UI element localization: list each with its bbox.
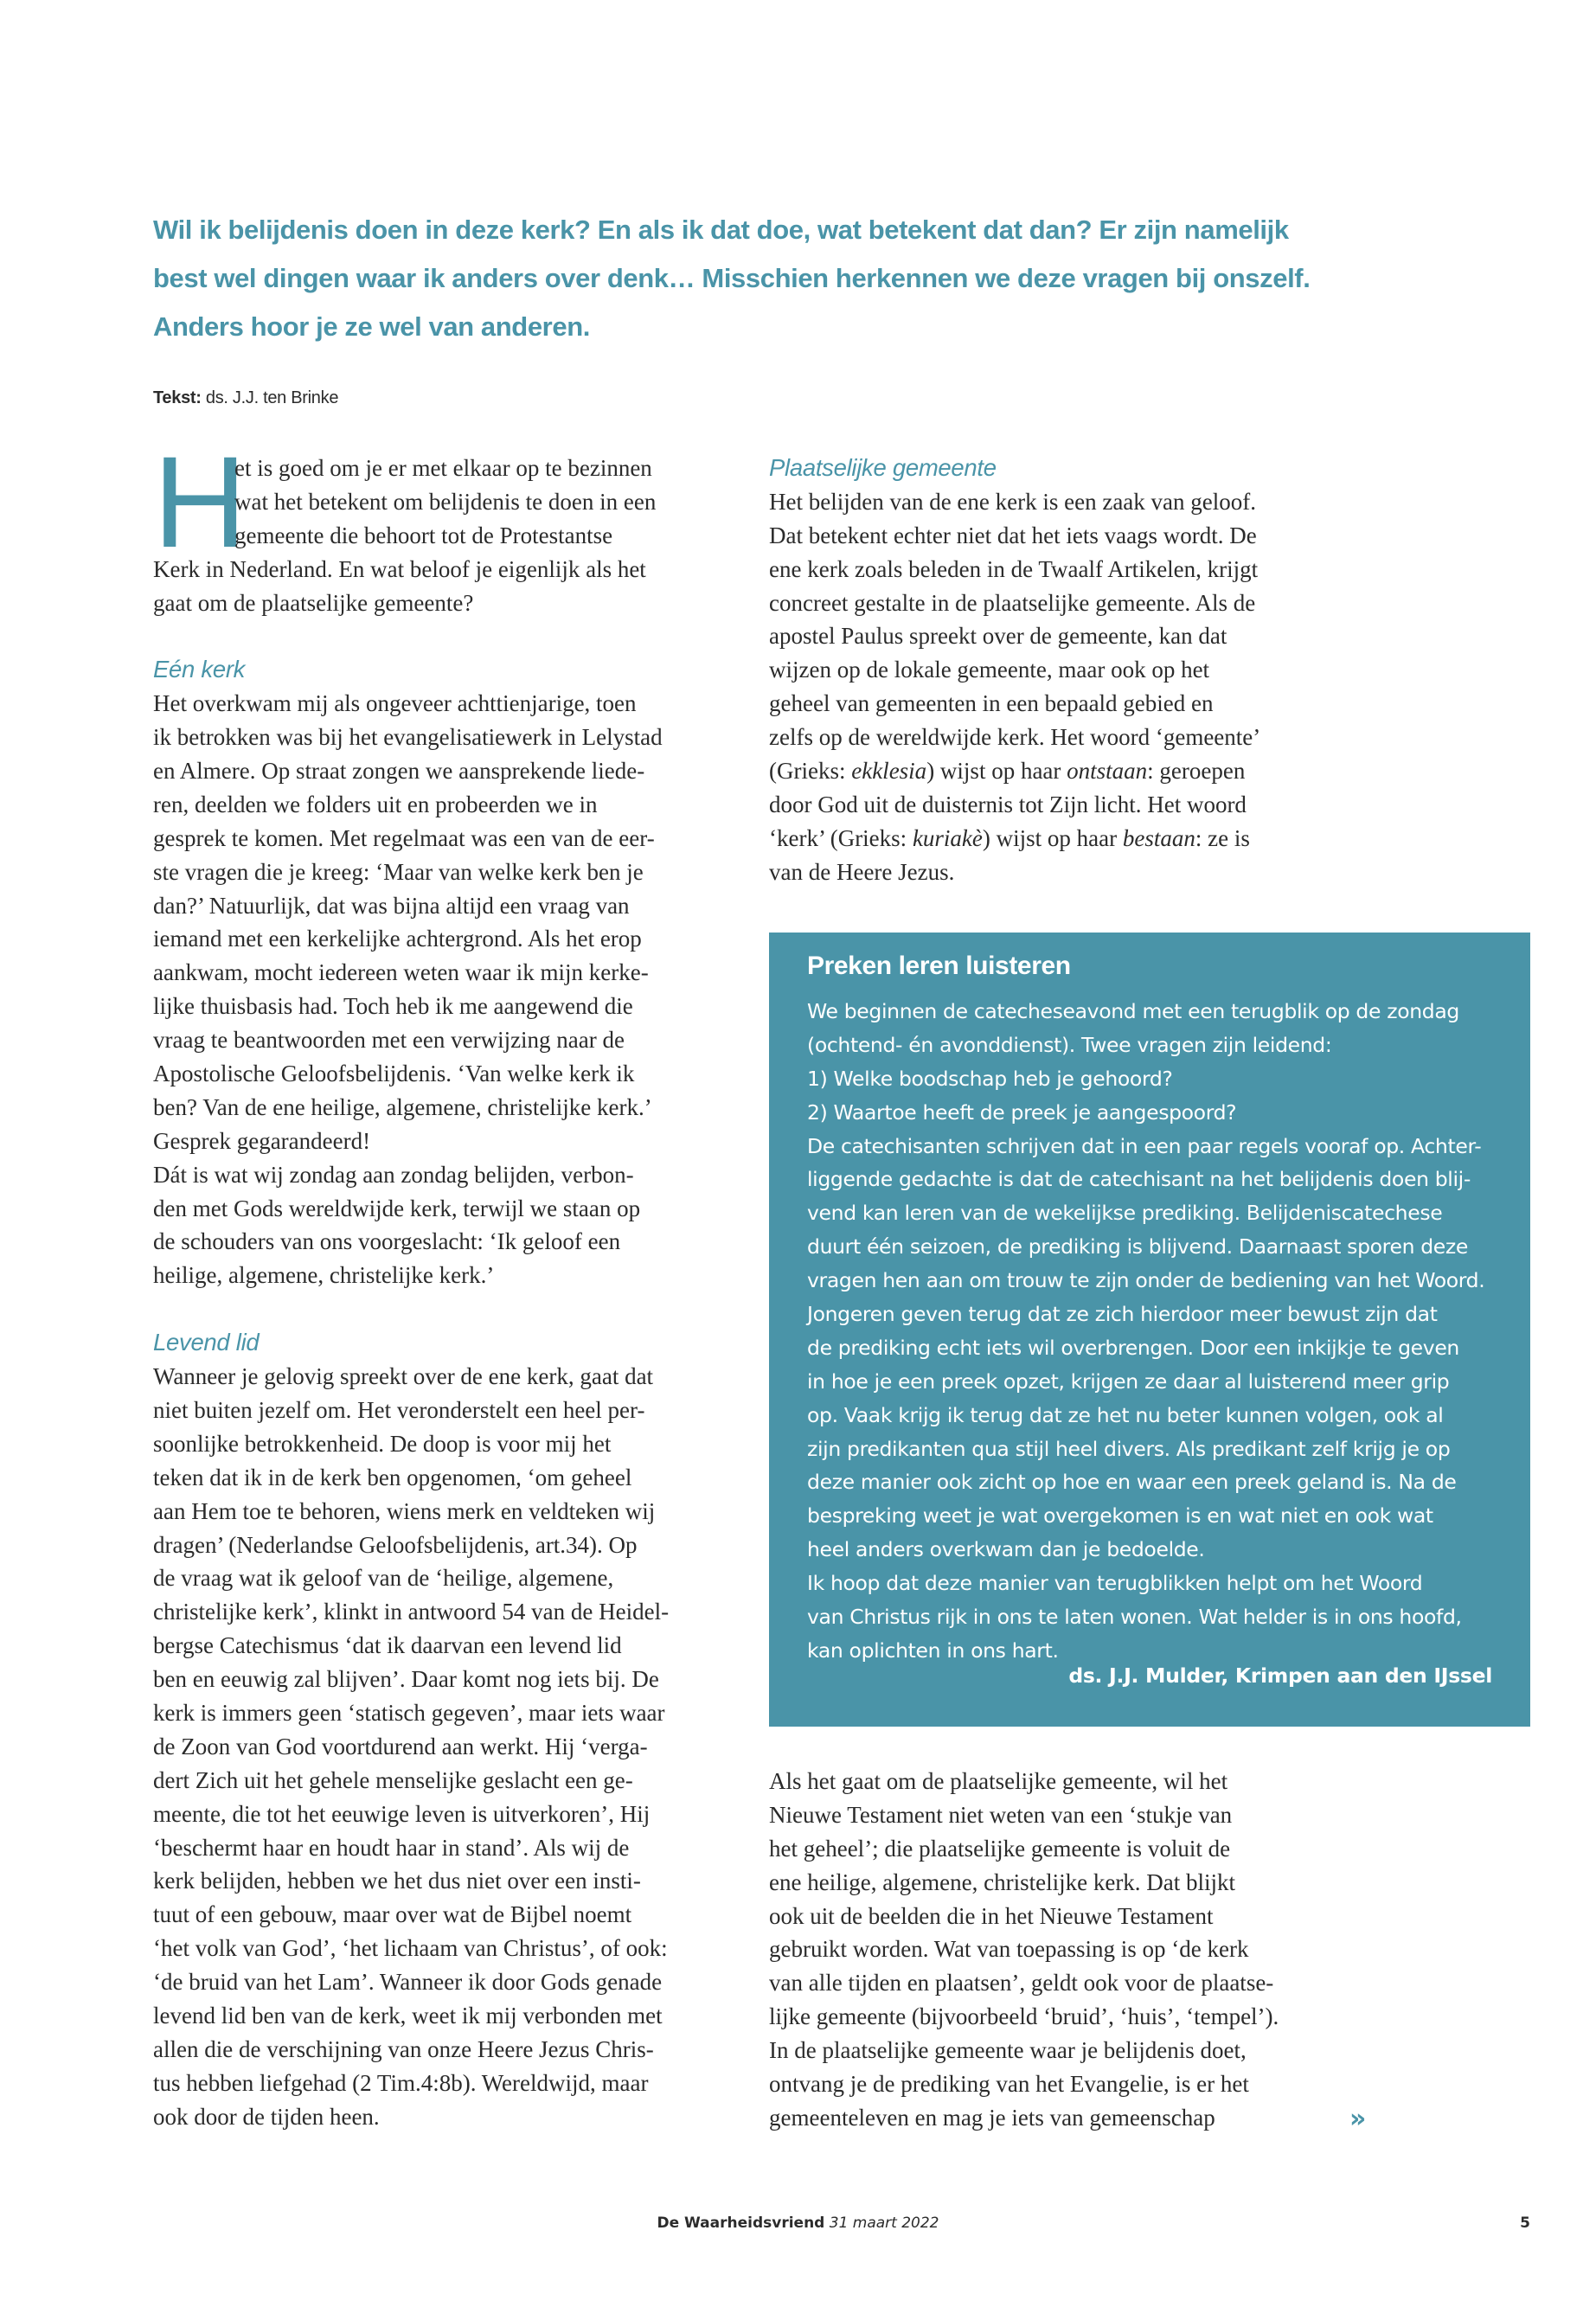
text-line: ‘beschermt haar en houdt haar in stand’. Als wij de xyxy=(153,1834,630,1861)
text-line: meente, die tot het eeuwige leven is uitverkoren’, Hij xyxy=(153,1800,651,1827)
text-line: de vraag wat ik geloof van de ‘heilige, algemene, xyxy=(153,1565,614,1592)
box-line: bespreking weet je wat overgekomen is en wat niet en ook wat xyxy=(807,1503,1433,1529)
text-line: Het overkwam mij als ongeveer achttienjarige, toen xyxy=(153,690,637,717)
text-line: gemeente die behoort tot de Protestantse xyxy=(234,522,613,548)
box-line: deze manier ook zicht op hoe en waar een preek geland is. Na de xyxy=(807,1470,1457,1495)
text-line: Apostolische Geloofsbelijdenis. ‘Van welke kerk ik xyxy=(153,1061,635,1087)
text-line: ‘de bruid van het Lam’. Wanneer ik door Gods genade xyxy=(153,1969,663,1996)
page-number: 5 xyxy=(1520,2214,1530,2232)
text-line: ik betrokken was bij het evangelisatiewerk in Lelystad xyxy=(153,724,663,751)
text-line: den met Gods wereldwijde kerk, terwijl we staan op xyxy=(153,1195,641,1221)
box-line: De catechisanten schrijven dat in een paar regels vooraf op. Achter- xyxy=(807,1133,1482,1158)
text-line: gesprek te komen. Met regelmaat was een van de eer- xyxy=(153,824,655,851)
box-line: vend kan leren van de wekelijkse prediking. Belijdeniscatechese xyxy=(807,1201,1443,1226)
box-line: in hoe je een preek opzet, krijgen ze daar al luisterend meer grip xyxy=(807,1368,1450,1394)
box-line: op. Vaak krijg ik terug dat ze het nu beter kunnen volgen, ook al xyxy=(807,1402,1444,1427)
text-line: heilige, algemene, christelijke kerk.’ xyxy=(153,1262,495,1289)
text-line: apostel Paulus spreekt over de gemeente, kan dat xyxy=(769,623,1227,650)
box-line: 2) Waartoe heeft de preek je aangespoord? xyxy=(807,1099,1237,1125)
byline xyxy=(153,388,338,408)
box-line: We beginnen de catecheseavond met een terugblik op de zondag xyxy=(807,999,1459,1023)
text-line: gebruikt worden. Wat van toepassing is op ‘de kerk xyxy=(769,1936,1249,1963)
magazine-name: De Waarheidsvriend xyxy=(657,2214,825,2232)
text-line: concreet gestalte in de plaatselijke gemeente. Als de xyxy=(769,589,1256,616)
box-line: Jongeren geven terug dat ze zich hierdoor meer bewust zijn dat xyxy=(807,1302,1438,1327)
text-line: kerk is immers geen ‘statisch gegeven’, maar iets waar xyxy=(153,1699,665,1726)
text-line: iemand met een kerkelijke achtergrond. Als het erop xyxy=(153,926,642,952)
text-line: kerk belijden, hebben we het dus niet over een insti- xyxy=(153,1868,641,1894)
text-line: christelijke kerk’, klinkt in antwoord 54 van de Heidel- xyxy=(153,1599,670,1625)
text-line: van alle tijden en plaatsen’, geldt ook voor de plaatse- xyxy=(769,1970,1274,1997)
right-column-bottom xyxy=(769,1765,1530,2135)
box-line: vragen hen aan om trouw te zijn onder de bediening van het Woord. xyxy=(807,1268,1485,1293)
subheading-plaatselijke-gemeente: Plaatselijke gemeente xyxy=(769,454,997,481)
text-line: door God uit de duisternis tot Zijn licht. Het woord xyxy=(769,791,1247,817)
text-line: levend lid ben van de kerk, weet ik mij verbonden met xyxy=(153,2002,663,2029)
box-line: duurt één seizoen, de prediking is blijvend. Daarnaast sporen deze xyxy=(807,1234,1469,1259)
text-line: geheel van gemeenten in een bepaald gebied en xyxy=(769,690,1214,717)
text-line: aankwam, mocht iedereen weten waar ik mijn kerke- xyxy=(153,959,649,986)
text-line-kuriake: ‘kerk’ (Grieks: kuriakè) wijst op haar bestaan: ze is xyxy=(769,824,1250,851)
text-line: de schouders van ons voorgeslacht: ‘Ik geloof een xyxy=(153,1228,621,1255)
text-line: ste vragen die je kreeg: ‘Maar van welke kerk ben je xyxy=(153,858,644,885)
text-line: het geheel’; die plaatselijke gemeente is voluit de xyxy=(769,1835,1231,1862)
text-line: ren, deelden we folders uit en probeerden we in xyxy=(153,791,598,817)
byline-author: ds. J.J. ten Brinke xyxy=(201,388,339,407)
text-line: Dat betekent echter niet dat het iets vaags wordt. De xyxy=(769,522,1257,548)
box-line: heel anders overkwam dan je bedoelde. xyxy=(807,1537,1205,1562)
text-line: ben? Van de ene heilige, algemene, christelijke kerk.’ xyxy=(153,1093,652,1120)
paragraph-gap xyxy=(153,619,741,653)
text-line: gaat om de plaatselijke gemeente? xyxy=(153,589,474,616)
text-line: Dát is wat wij zondag aan zondag belijden, verbon- xyxy=(153,1161,634,1188)
text-line: dragen’ (Nederlandse Geloofsbelijdenis, art.34). Op xyxy=(153,1531,638,1558)
text-line: en Almere. Op straat zongen we aansprekende liede- xyxy=(153,758,645,785)
text-line: Gesprek gegarandeerd! xyxy=(153,1127,371,1154)
text-line: bergse Catechismus ‘dat ik daarvan een levend lid xyxy=(153,1632,622,1659)
text-line: allen die de verschijning van onze Heere Jezus Chris- xyxy=(153,2035,654,2062)
text-line: dan?’ Natuurlijk, dat was bijna altijd een vraag van xyxy=(153,892,630,919)
intro-lead xyxy=(153,206,1330,351)
box-line: 1) Welke boodschap heb je gehoord? xyxy=(807,1066,1173,1091)
text-line: Nieuwe Testament niet weten van een ‘stukje van xyxy=(769,1801,1233,1828)
box-line: de prediking echt iets wil overbrengen. Door een inkijkje te geven xyxy=(807,1335,1459,1360)
text-line: Wanneer je gelovig spreekt over de ene kerk, gaat dat xyxy=(153,1363,654,1390)
text-line: ene heilige, algemene, christelijke kerk. Dat blijkt xyxy=(769,1868,1236,1895)
text-line-ekklesia: (Grieks: ekklesia) wijst op haar ontstaan: geroepen xyxy=(769,758,1246,785)
intro-line: Wil ik belijdenis doen in deze kerk? En als ik dat doe, wat betekent dat dan? Er zijn namelijk xyxy=(153,215,1289,245)
text-line: aan Hem toe te behoren, wiens merk en veldteken wij xyxy=(153,1497,656,1524)
text-line: lijke thuisbasis had. Toch heb ik me aangewend die xyxy=(153,993,633,1020)
box-body xyxy=(807,995,1484,1668)
text-line: In de plaatselijke gemeente waar je belijdenis doet, xyxy=(769,2037,1247,2064)
text-line: ook door de tijden heen. xyxy=(153,2103,380,2130)
text-line: gemeenteleven en mag je iets van gemeenschap xyxy=(769,2104,1215,2131)
drop-cap: H xyxy=(153,429,247,574)
text-line: tus hebben liefgehad (2 Tim.4:8b). Wereldwijd, maar xyxy=(153,2069,649,2096)
text-line: wat het betekent om belijdenis te doen in een xyxy=(234,488,657,515)
box-title: Preken leren luisteren xyxy=(807,952,1071,980)
text-line: ontvang je de prediking van het Evangelie, is er het xyxy=(769,2071,1249,2098)
text-line: de Zoon van God voortdurend aan werkt. Hij ‘verga- xyxy=(153,1733,648,1759)
text-line: ene kerk zoals beleden in de Twaalf Artikelen, krijgt xyxy=(769,555,1259,582)
text-line: vraag te beantwoorden met een verwijzing naar de xyxy=(153,1027,625,1054)
text-line: Als het gaat om de plaatselijke gemeente, wil het xyxy=(769,1768,1228,1794)
box-line: liggende gedachte is dat de catechisant na het belijdenis doen blij- xyxy=(807,1167,1471,1192)
text-line: niet buiten jezelf om. Het veronderstelt een heel per- xyxy=(153,1396,645,1423)
text-line: lijke gemeente (bijvoorbeeld ‘bruid’, ‘huis’, ‘tempel’). xyxy=(769,2003,1279,2030)
text-line: dert Zich uit het gehele menselijke geslacht een ge- xyxy=(153,1766,633,1793)
text-line: ben en eeuwig zal blijven’. Daar komt nog iets bij. De xyxy=(153,1666,659,1693)
box-line: van Christus rijk in ons te laten wonen. Wat helder is in ons hoofd, xyxy=(807,1605,1462,1630)
text-line: ook uit de beelden die in het Nieuwe Testament xyxy=(769,1902,1214,1929)
box-line: kan oplichten in ons hart. xyxy=(807,1638,1059,1663)
subheading-een-kerk: Eén kerk xyxy=(153,656,246,683)
box-signature: ds. J.J. Mulder, Krimpen aan den IJssel xyxy=(1068,1663,1492,1688)
text-line: zelfs op de wereldwijde kerk. Het woord ‘gemeente’ xyxy=(769,724,1261,751)
paragraph-gap xyxy=(153,1292,741,1326)
subheading-levend-lid: Levend lid xyxy=(153,1329,260,1356)
box-line: zijn predikanten qua stijl heel divers. Als predikant zelf krijg je op xyxy=(807,1436,1451,1461)
issue-date: 31 maart 2022 xyxy=(829,2214,939,2232)
intro-line: best wel dingen waar ik anders over denk… Misschien herkennen we deze vragen bij onszelf. xyxy=(153,263,1311,293)
left-column xyxy=(153,429,741,2134)
text-line: Het belijden van de ene kerk is een zaak van geloof. xyxy=(769,488,1257,515)
text-line: teken dat ik in de kerk ben opgenomen, ‘om geheel xyxy=(153,1464,632,1490)
text-line: tuut of een gebouw, maar over wat de Bijbel noemt xyxy=(153,1901,632,1928)
text-line: Kerk in Nederland. En wat beloof je eigenlijk als het xyxy=(153,555,646,582)
box-line: (ochtend- én avonddienst). Twee vragen zijn leidend: xyxy=(807,1032,1332,1057)
continue-arrow-icon: » xyxy=(1349,2104,1367,2134)
text-line: soonlijke betrokkenheid. De doop is voor mij het xyxy=(153,1430,612,1457)
text-line: van de Heere Jezus. xyxy=(769,858,955,885)
sidebar-box xyxy=(769,933,1530,1727)
text-line: ‘het volk van God’, ‘het lichaam van Christus’, of ook: xyxy=(153,1935,668,1962)
byline-label: Tekst: xyxy=(153,388,202,407)
page-footer xyxy=(0,2214,1596,2232)
intro-line: Anders hoor je ze wel van anderen. xyxy=(153,311,590,342)
text-line: et is goed om je er met elkaar op te bezinnen xyxy=(234,455,652,481)
box-line: Ik hoop dat deze manier van terugblikken helpt om het Woord xyxy=(807,1571,1423,1596)
text-line: wijzen op de lokale gemeente, maar ook op het xyxy=(769,657,1210,683)
right-column-top xyxy=(769,452,1530,889)
